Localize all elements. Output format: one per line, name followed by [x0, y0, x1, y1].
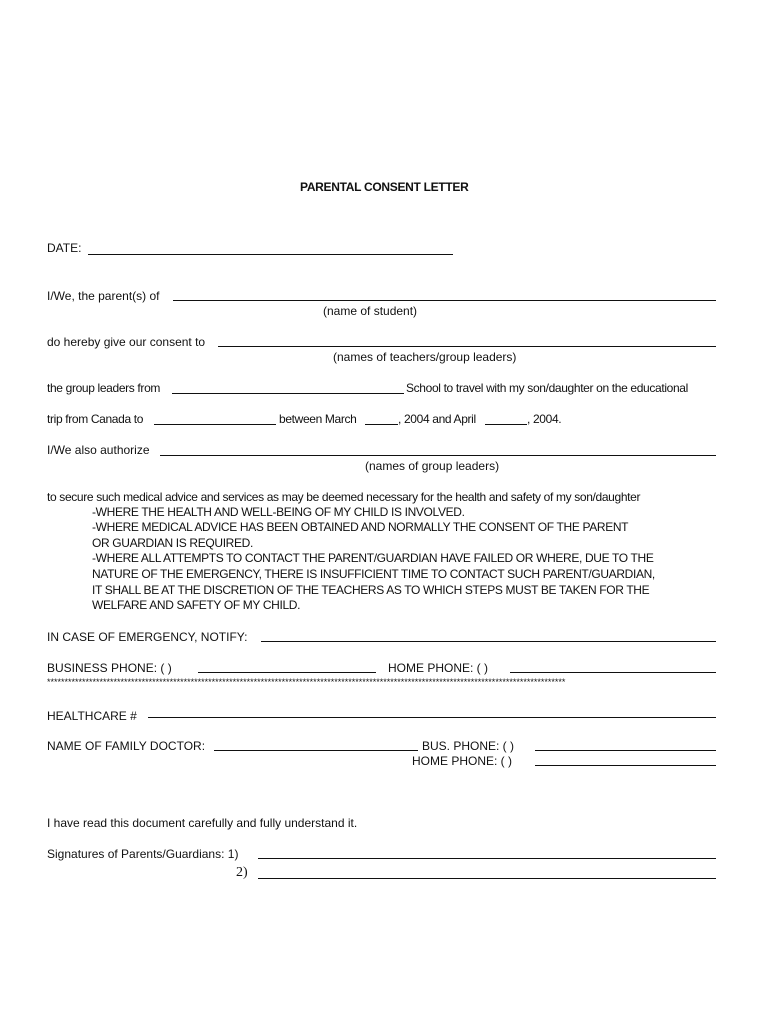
april-day-field[interactable] [485, 424, 527, 425]
separator-stars: **************************************************************************************************************************************************** [47, 677, 566, 687]
date-label: DATE: [47, 241, 82, 255]
teachers-field[interactable] [218, 346, 716, 347]
home-phone-label: HOME PHONE: ( ) [388, 661, 489, 675]
emergency-contact-field[interactable] [261, 641, 716, 642]
student-name-field[interactable] [173, 300, 716, 301]
medical-line: NATURE OF THE EMERGENCY, THERE IS INSUFFICIENT TIME TO CONTACT SUCH PARENT/GUARDIAN, [92, 567, 655, 581]
medical-line: IT SHALL BE AT THE DISCRETION OF THE TEACHERS AS TO WHICH STEPS MUST BE TAKEN FOR THE [92, 583, 650, 597]
year-end-label: , 2004. [527, 412, 562, 426]
medical-line: -WHERE ALL ATTEMPTS TO CONTACT THE PARENT/GUARDIAN HAVE FAILED OR WHERE, DUE TO THE [92, 551, 654, 565]
destination-field[interactable] [154, 424, 276, 425]
march-day-field[interactable] [365, 424, 398, 425]
home-phone-field[interactable] [510, 672, 716, 673]
medical-line: -WHERE MEDICAL ADVICE HAS BEEN OBTAINED AND NORMALLY THE CONSENT OF THE PARENT [92, 520, 629, 534]
student-name-caption: (name of student) [323, 304, 418, 318]
school-travel-text: School to travel with my son/daughter on the educational [406, 381, 688, 395]
page-title: PARENTAL CONSENT LETTER [300, 180, 469, 194]
school-field[interactable] [172, 393, 404, 394]
doctor-bus-phone-label: BUS. PHONE: ( ) [422, 739, 515, 753]
family-doctor-label: NAME OF FAMILY DOCTOR: [47, 739, 206, 753]
between-march-label: between March [279, 412, 357, 426]
group-leaders-from-label: the group leaders from [47, 381, 161, 395]
group-leaders-field[interactable] [160, 455, 716, 456]
medical-line: OR GUARDIAN IS REQUIRED. [92, 536, 253, 550]
signatures-label: Signatures of Parents/Guardians: 1) [47, 847, 239, 861]
healthcare-number-field[interactable] [148, 717, 716, 718]
consent-label: do hereby give our consent to [47, 335, 206, 349]
year-april-label: , 2004 and April [398, 412, 476, 426]
parents-label: I/We, the parent(s) of [47, 289, 160, 303]
date-field[interactable] [88, 254, 453, 255]
doctor-home-phone-label: HOME PHONE: ( ) [412, 754, 513, 768]
doctor-bus-phone-field[interactable] [535, 750, 716, 751]
medical-line: WELFARE AND SAFETY OF MY CHILD. [92, 598, 301, 612]
authorize-label: I/We also authorize [47, 443, 150, 457]
signature-one-field[interactable] [258, 858, 716, 859]
emergency-label: IN CASE OF EMERGENCY, NOTIFY: [47, 630, 248, 644]
medical-line: -WHERE THE HEALTH AND WELL-BEING OF MY CHILD IS INVOLVED. [92, 505, 465, 519]
read-statement: I have read this document carefully and fully understand it. [47, 816, 358, 830]
medical-intro: to secure such medical advice and services as may be deemed necessary for the health and safety of my son/daughter [47, 490, 641, 504]
signature-two-label: 2) [236, 865, 248, 880]
business-phone-field[interactable] [198, 672, 376, 673]
teachers-caption: (names of teachers/group leaders) [333, 350, 517, 364]
family-doctor-field[interactable] [214, 750, 418, 751]
healthcare-label: HEALTHCARE # [47, 709, 137, 723]
business-phone-label: BUSINESS PHONE: ( ) [47, 661, 172, 675]
signature-two-field[interactable] [258, 878, 716, 879]
trip-from-label: trip from Canada to [47, 412, 144, 426]
doctor-home-phone-field[interactable] [535, 765, 716, 766]
group-leaders-caption: (names of group leaders) [365, 459, 500, 473]
